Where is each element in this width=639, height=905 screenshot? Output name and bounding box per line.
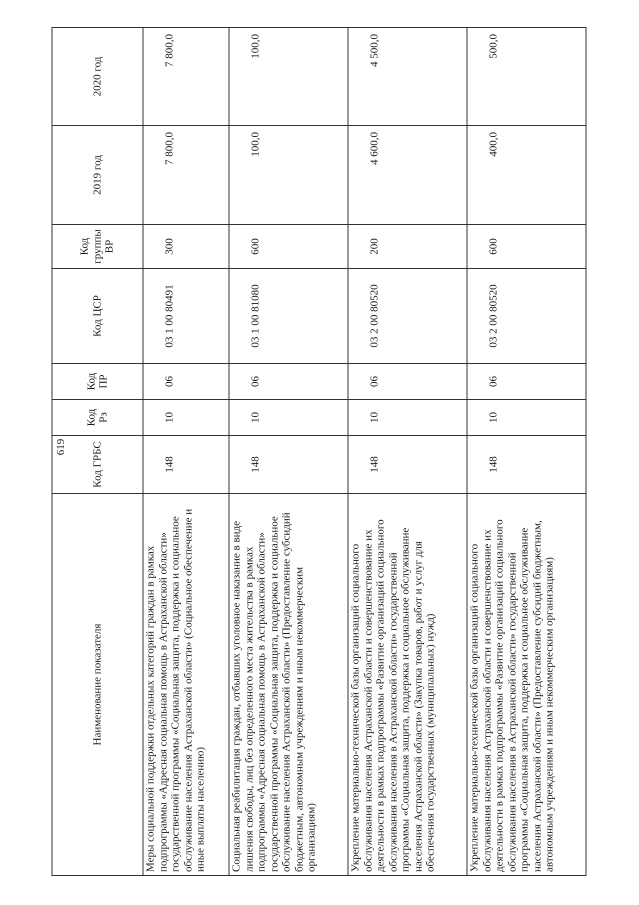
- row-name: Социальная реабилитация граждан, отбывших уголовное наказание в виде лишения свободы, лиц без определенного места жительства в рамках подпрограммы «Адресная социальная помощь в Астраханской области» государственной программы «Социальная защита, поддержка и социальное обслуживание населения Астраханской области» (Предоставление субсидий бюджетным, автономным учреждениям и иным некоммерческим организациям): [229, 494, 348, 876]
- row-2020: 100,0: [229, 28, 348, 126]
- table-row: [229, 28, 348, 876]
- row-name: Укрепление материально-технической базы организаций социального обслуживания населения Астраханской области и совершенствование их деятельности в рамках подпрограммы «Развитие организаций социального обслуживания населения в Астраханской области» государственной программы «Социальная защита, поддержка и социальное обслуживание населения Астраханской области» (Предоставление субсидий бюджетным, автономным учреждениям и иным некоммерческим организациям): [467, 494, 586, 876]
- row-2020: 4 500,0: [348, 28, 467, 126]
- row-grbs: 148: [467, 436, 586, 494]
- row-csr: 03 1 00 81080: [229, 269, 348, 364]
- header-vr: Код группы ВР: [52, 225, 143, 269]
- row-grbs: 148: [143, 436, 229, 494]
- row-rz: 10: [467, 400, 586, 436]
- row-grbs: 148: [229, 436, 348, 494]
- header-pr: Код ПР: [52, 364, 143, 400]
- rotated-table-wrapper: [52, 28, 587, 876]
- row-name: Укрепление материально-технической базы организаций социального обслуживания населения Астраханской области и совершенствование их деятельности в рамках подпрограммы «Развитие организаций социального обслуживания населения в Астраханской области» государственной программы «Социальная защита, поддержка и социальное обслуживание населения Астраханской области» (Закупка товаров, работ и услуг для обеспечения государственных (муниципальных) нужд): [348, 494, 467, 876]
- row-2020: 500,0: [467, 28, 586, 126]
- table-header-row: [52, 28, 143, 876]
- table-row: [467, 28, 586, 876]
- page-number: 619: [55, 438, 67, 456]
- budget-table: [52, 27, 587, 876]
- row-name: Меры социальной поддержки отдельных категорий граждан в рамках подпрограммы «Адресная социальная помощь в Астраханской области» государственной программы «Социальная защита, поддержка и социальное обслуживание населения Астраханской области» (Социальное обеспечение и иные выплаты населению): [143, 494, 229, 876]
- row-pr: 06: [229, 364, 348, 400]
- header-csr: Код ЦСР: [52, 269, 143, 364]
- row-2019: 400,0: [467, 126, 586, 225]
- row-vr: 200: [348, 225, 467, 269]
- header-grbs: Код ГРБС: [52, 436, 143, 494]
- row-rz: 10: [229, 400, 348, 436]
- row-pr: 06: [467, 364, 586, 400]
- row-rz: 10: [143, 400, 229, 436]
- row-grbs: 148: [348, 436, 467, 494]
- table-row: [143, 28, 229, 876]
- header-name: Наименование показателя: [52, 494, 143, 876]
- header-2019: 2019 год: [52, 126, 143, 225]
- row-2019: 7 800,0: [143, 126, 229, 225]
- row-vr: 600: [467, 225, 586, 269]
- row-vr: 600: [229, 225, 348, 269]
- header-rz: Код Рз: [52, 400, 143, 436]
- header-2020: 2020 год: [52, 28, 143, 126]
- row-2019: 4 600,0: [348, 126, 467, 225]
- row-csr: 03 2 00 80520: [467, 269, 586, 364]
- row-rz: 10: [348, 400, 467, 436]
- row-2019: 100,0: [229, 126, 348, 225]
- row-csr: 03 2 00 80520: [348, 269, 467, 364]
- row-pr: 06: [348, 364, 467, 400]
- row-csr: 03 1 00 80491: [143, 269, 229, 364]
- row-pr: 06: [143, 364, 229, 400]
- row-2020: 7 800,0: [143, 28, 229, 126]
- row-vr: 300: [143, 225, 229, 269]
- table-row: [348, 28, 467, 876]
